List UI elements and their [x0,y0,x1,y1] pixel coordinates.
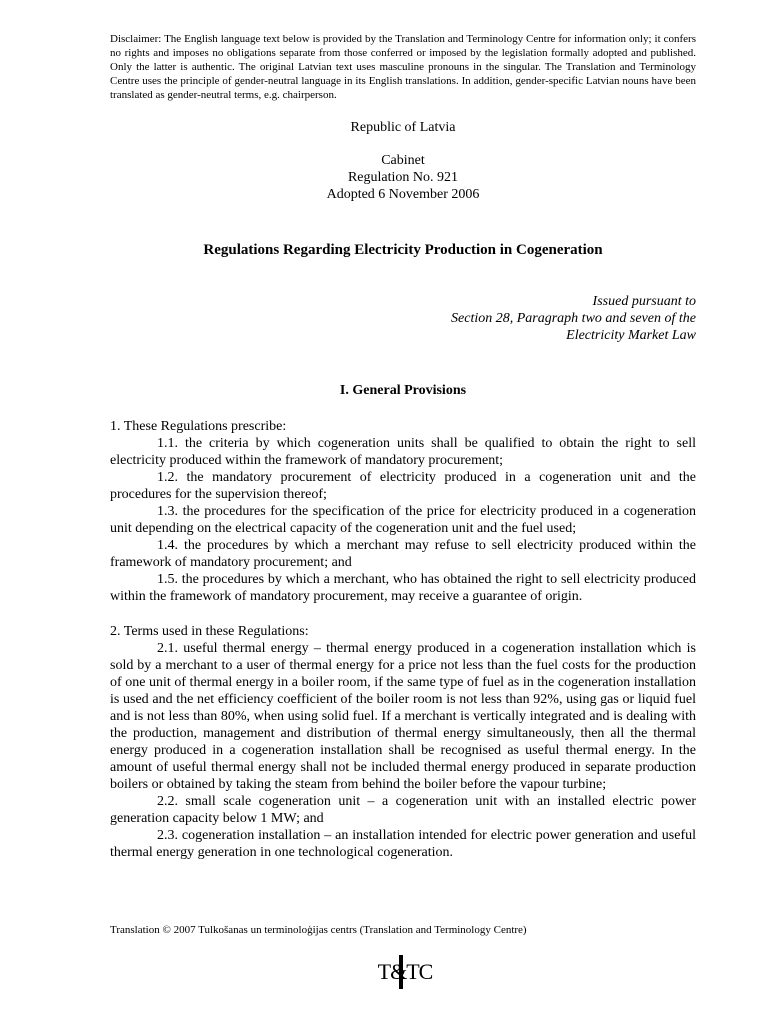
issued-line-3: Electricity Market Law [566,328,696,343]
clause-1-4: 1.4. the procedures by which a merchant may refuse to sell electricity produced within the framework of mandatory procurement; and [110,538,696,570]
clause-2-2: 2.2. small scale cogeneration unit – a cogeneration unit with an installed electric power generation capacity below 1 MW; and [110,794,696,826]
paragraph-2 [110,623,696,861]
paragraph-1 [110,418,696,605]
ttc-logo [377,953,433,989]
disclaimer-text: Disclaimer: The English language text below is provided by the Translation and Terminology Centre for information only; it confers no rights and imposes no obligations separate from those conferred or imposed by the legislation formally adopted and published. Only the latter is authentic. The original Latvian text uses masculine pronouns in the singular. The Translation and Terminology Centre uses the principle of gender-neutral language in its English translations. In addition, gender-specific Latvian nouns have been translated as gender-neutral terms, e.g. chairperson. [110,33,696,101]
clause-1-2: 1.2. the mandatory procurement of electricity produced in a cogeneration unit and the procedures for the supervision thereof; [110,470,696,502]
clause-2-1: 2.1. useful thermal energy – thermal energy produced in a cogeneration installation which is sold by a merchant to a user of thermal energy for a price not less than the fuel costs for the production of one unit of thermal energy in a boiler room, if the same type of fuel as in the cogeneration installation is used and the net efficiency coefficient of the boiler room is not less than 92%, using gas or liquid fuel and is not less than 80%, when using solid fuel. If a merchant is vertically integrated and is dealing with the production, management and distribution of thermal energy simultaneously, then all the thermal energy produced in a cogeneration installation shall be recognised as useful thermal energy. In the amount of useful thermal energy shall not be included thermal energy produced in separate production boilers or obtained by taking the steam from behind the boiler before the vapour turbine; [110,641,696,792]
regulation-number: Regulation No. 921 [347,170,459,185]
section-heading: I. General Provisions [339,383,467,398]
logo-text: T&TC [377,959,433,984]
clause-1-3: 1.3. the procedures for the specification of the price for electricity produced in a cogeneration unit depending on the electrical capacity of the cogeneration unit and the fuel used; [110,504,696,536]
paragraph-1-head: 1. These Regulations prescribe: [110,419,287,434]
issued-line-1: Issued pursuant to [592,294,696,309]
document-page [110,32,696,861]
document-title: Regulations Regarding Electricity Production in Cogeneration [203,242,603,258]
clause-2-3: 2.3. cogeneration installation – an installation intended for electric power generation and useful thermal energy generation in one technological cogeneration. [110,828,696,860]
issued-pursuant-block [110,293,696,344]
issued-line-2: Section 28, Paragraph two and seven of the [451,311,696,326]
clause-1-1: 1.1. the criteria by which cogeneration units shall be qualified to obtain the right to sell electricity produced within the framework of mandatory procurement; [110,436,696,468]
issuer-cabinet: Cabinet [381,153,425,168]
clause-1-5: 1.5. the procedures by which a merchant, who has obtained the right to sell electricity produced within the framework of mandatory procurement, may receive a guarantee of origin. [110,572,696,604]
translation-footer: Translation © 2007 Tulkošanas un terminoloģijas centrs (Translation and Terminology Centre) [110,924,527,936]
adoption-date: Adopted 6 November 2006 [326,187,480,202]
republic-name: Republic of Latvia [350,120,456,135]
paragraph-2-head: 2. Terms used in these Regulations: [110,624,309,639]
